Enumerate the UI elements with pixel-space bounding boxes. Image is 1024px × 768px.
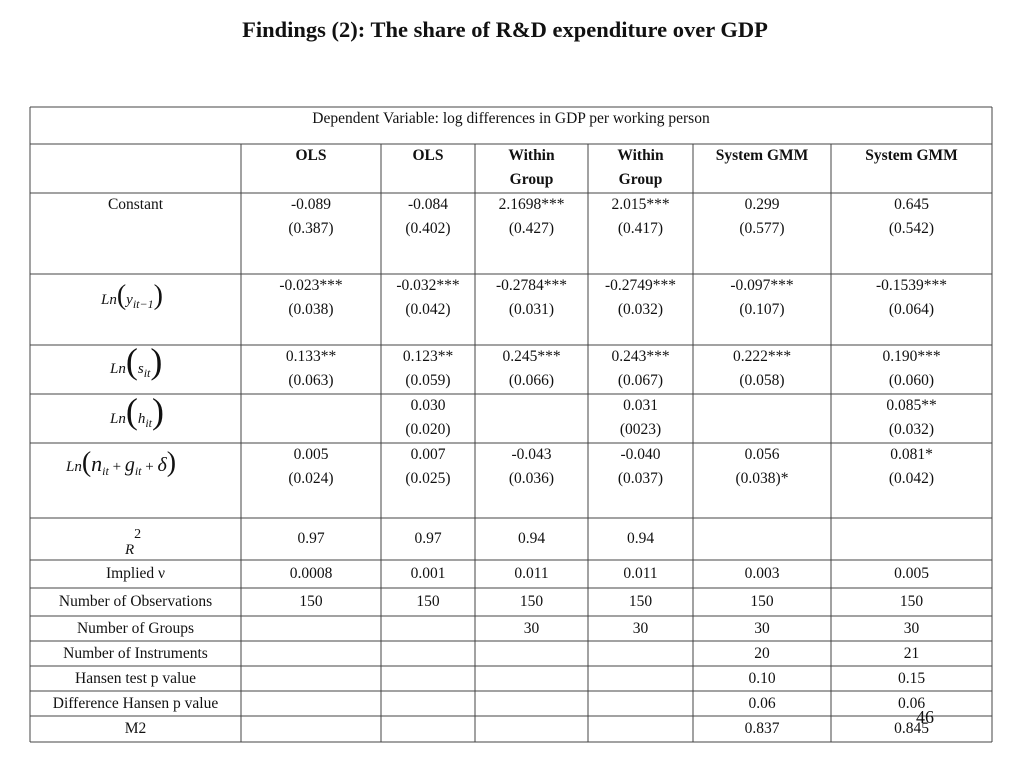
coefficient-cell: 150 [899,593,924,610]
row-label: Number of Observations [58,593,213,610]
coefficient-cell: 0.94 [517,530,546,547]
std-error-cell: (0.107) [739,301,785,318]
coefficient-cell: -0.023*** [279,277,343,294]
coefficient-cell: 150 [299,593,323,610]
std-error-cell: (0.042) [405,301,451,318]
coefficient-cell: 2.1698*** [498,196,565,213]
coefficient-cell: 0.081* [890,446,933,463]
std-error-cell: (0.038)* [735,470,789,487]
std-error-cell: (0.032) [888,421,935,438]
coefficient-cell: 0.011 [514,565,549,582]
coefficient-cell: 30 [632,620,649,637]
std-error-cell: (0.064) [888,301,935,318]
std-error-cell: (0.059) [405,372,451,389]
r-squared-label: $R^2$ [125,527,142,558]
coefficient-cell: 150 [416,593,440,610]
std-error-cell: (0.387) [288,220,334,237]
coefficient-cell: 0.15 [897,670,926,687]
coefficient-cell: 0.222*** [732,348,792,365]
coefficient-cell: 150 [519,593,544,610]
coefficient-cell: -0.2784*** [495,277,568,294]
coefficient-cell: -0.089 [290,196,332,213]
coefficient-cell: -0.097*** [730,277,794,294]
coefficient-cell: 0.003 [744,565,780,582]
std-error-cell: (0.058) [739,372,785,389]
row-label: Constant [107,196,164,213]
row-label: Number of Instruments [63,645,208,662]
coefficient-cell: 0.030 [410,397,446,414]
std-error-cell: (0.066) [508,372,555,389]
coefficient-cell: 0.10 [748,670,776,687]
ln-y-label: $Ln(y_{it-1})$ [101,280,163,311]
ln-s-label: $Ln(s_{it})$ [110,341,163,381]
std-error-cell: (0.024) [288,470,334,487]
coefficient-cell: 0.005 [894,565,929,582]
coefficient-cell: 0.06 [748,695,776,712]
slide-title: Findings (2): The share of R&D expenditure over GDP [242,17,768,42]
std-error-cell: (0.063) [288,372,334,389]
coefficient-cell: 0.190*** [882,348,941,365]
coefficient-cell: 20 [754,645,770,662]
coefficient-cell: 0.245*** [502,348,561,365]
coefficient-cell: 0.97 [414,530,442,547]
coefficient-cell: -0.040 [620,446,661,463]
coefficient-cell: 0.001 [410,565,446,582]
coefficient-cell: -0.084 [407,196,449,213]
coefficient-cell: 0.123** [402,348,454,365]
column-header: OLS [412,147,444,164]
std-error-cell: (0.577) [739,220,785,237]
std-error-cell: (0.417) [617,220,664,237]
coefficient-cell: -0.043 [511,446,552,463]
coefficient-cell: 0.645 [894,196,929,213]
std-error-cell: (0.025) [405,470,451,487]
coefficient-cell: 30 [754,620,770,637]
std-error-cell: (0.031) [508,301,555,318]
std-error-cell: (0.427) [508,220,555,237]
coefficient-cell: 0.06 [897,695,926,712]
coefficient-cell: 0.94 [626,530,655,547]
ln-n-g-delta-label: $Ln(n_{it} + g_{it} + \delta)$ [66,447,177,478]
column-header-sub: Group [509,171,554,188]
std-error-cell: (0.032) [617,301,664,318]
std-error-cell: (0.042) [888,470,935,487]
column-header: System GMM [865,147,958,164]
coefficient-cell: 0.005 [293,446,329,463]
coefficient-cell: 0.056 [744,446,780,463]
table-caption: Dependent Variable: log differences in GDP per working person [312,110,710,127]
coefficient-cell: 0.845 [894,720,929,737]
std-error-cell: (0.036) [508,470,555,487]
coefficient-cell: 0.299 [744,196,780,213]
column-header: OLS [295,147,327,164]
coefficient-cell: 0.007 [410,446,446,463]
coefficient-cell: 0.97 [297,530,325,547]
coefficient-cell: 30 [523,620,540,637]
std-error-cell: (0.402) [405,220,451,237]
std-error-cell: (0.020) [405,421,451,438]
coefficient-cell: 0.011 [623,565,658,582]
std-error-cell: (0.038) [288,301,334,318]
column-header: Within [617,147,664,164]
coefficient-cell: 2.015*** [611,196,670,213]
coefficient-cell: 30 [903,620,920,637]
coefficient-cell: 0.133** [285,348,337,365]
coefficient-cell: 150 [628,593,653,610]
row-label: Difference Hansen p value [52,695,219,712]
std-error-cell: (0.060) [888,372,935,389]
row-label: Implied ν [105,565,166,582]
coefficient-cell: -0.032*** [396,277,460,294]
coefficient-cell: 0.085** [886,397,937,414]
std-error-cell: (0023) [619,421,662,438]
row-label: Hansen test p value [75,670,196,687]
column-header: System GMM [715,147,809,164]
ln-h-label: $Ln(h_{it})$ [110,391,165,431]
row-label: M2 [124,720,147,737]
column-header: Within [508,147,555,164]
coefficient-cell: 21 [903,645,920,662]
coefficient-cell: 0.031 [623,397,658,414]
coefficient-cell: 0.0008 [289,565,333,582]
row-label: Number of Groups [76,620,195,637]
std-error-cell: (0.542) [888,220,935,237]
coefficient-cell: 0.837 [744,720,780,737]
coefficient-cell: 0.243*** [611,348,670,365]
coefficient-cell: -0.1539*** [875,277,948,294]
column-header-sub: Group [618,171,663,188]
std-error-cell: (0.067) [617,372,664,389]
coefficient-cell: -0.2749*** [604,277,677,294]
std-error-cell: (0.037) [617,470,664,487]
coefficient-cell: 150 [750,593,774,610]
slide-number: 46 [916,707,934,727]
